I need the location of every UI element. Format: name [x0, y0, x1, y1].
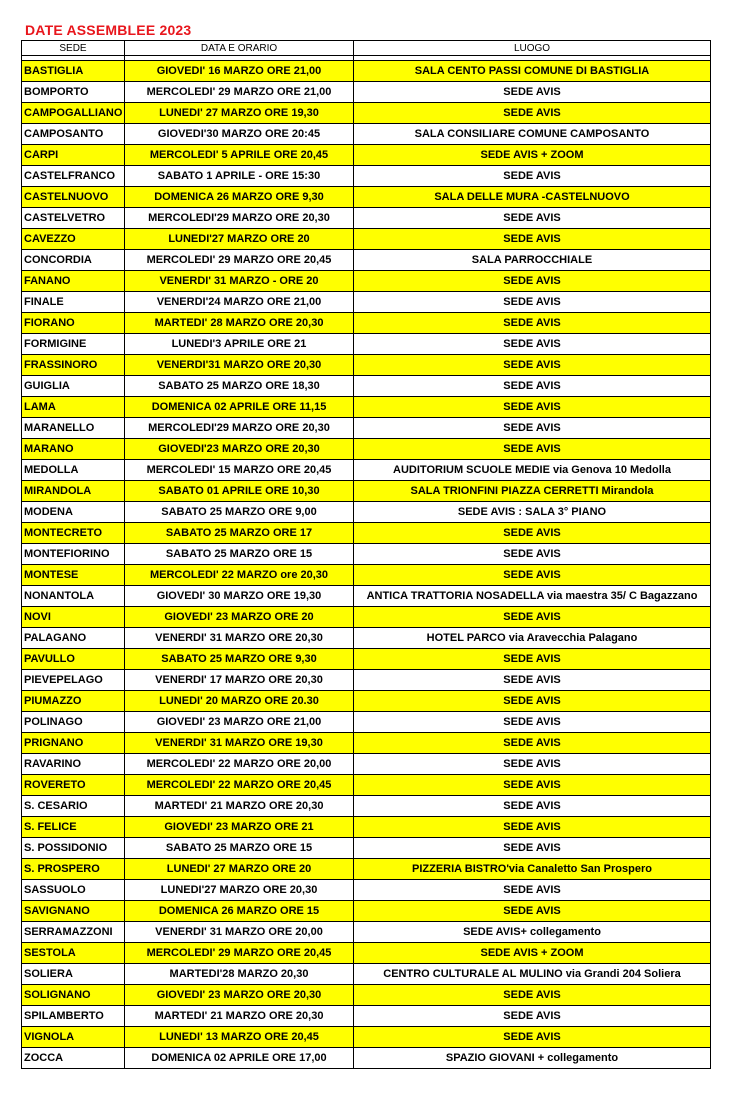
luogo-cell: SEDE AVIS — [354, 523, 711, 544]
data-orario-cell: MARTEDI' 21 MARZO ORE 20,30 — [125, 1006, 354, 1027]
sede-cell: CAMPOGALLIANO — [22, 103, 125, 124]
data-orario-cell: SABATO 25 MARZO ORE 17 — [125, 523, 354, 544]
data-orario-cell: MERCOLEDI' 5 APRILE ORE 20,45 — [125, 145, 354, 166]
data-orario-cell: DOMENICA 02 APRILE ORE 17,00 — [125, 1048, 354, 1069]
luogo-cell: SEDE AVIS — [354, 103, 711, 124]
luogo-cell: SEDE AVIS — [354, 712, 711, 733]
luogo-cell: SEDE AVIS — [354, 166, 711, 187]
luogo-cell: SEDE AVIS — [354, 397, 711, 418]
sede-cell: POLINAGO — [22, 712, 125, 733]
table-row — [22, 1027, 711, 1048]
data-orario-cell: SABATO 25 MARZO ORE 15 — [125, 838, 354, 859]
table-row — [22, 733, 711, 754]
data-orario-cell: VENERDI' 31 MARZO - ORE 20 — [125, 271, 354, 292]
table-row — [22, 292, 711, 313]
luogo-cell: SALA DELLE MURA -CASTELNUOVO — [354, 187, 711, 208]
table-row — [22, 775, 711, 796]
table-row — [22, 544, 711, 565]
table-row — [22, 943, 711, 964]
data-orario-cell: LUNEDI'27 MARZO ORE 20,30 — [125, 880, 354, 901]
data-orario-cell: VENERDI'31 MARZO ORE 20,30 — [125, 355, 354, 376]
luogo-cell: AUDITORIUM SCUOLE MEDIE via Genova 10 Medolla — [354, 460, 711, 481]
assemblies-table — [21, 40, 711, 1069]
data-orario-cell: SABATO 1 APRILE - ORE 15:30 — [125, 166, 354, 187]
luogo-cell: SEDE AVIS — [354, 985, 711, 1006]
sede-cell: SASSUOLO — [22, 880, 125, 901]
data-orario-cell: MARTEDI'28 MARZO 20,30 — [125, 964, 354, 985]
table-row — [22, 586, 711, 607]
luogo-cell: SEDE AVIS — [354, 607, 711, 628]
sede-cell: SOLIERA — [22, 964, 125, 985]
luogo-cell: SEDE AVIS — [354, 670, 711, 691]
data-orario-cell: LUNEDI' 27 MARZO ORE 19,30 — [125, 103, 354, 124]
luogo-cell: PIZZERIA BISTRO'via Canaletto San Prospero — [354, 859, 711, 880]
luogo-cell: SEDE AVIS — [354, 775, 711, 796]
luogo-cell: SEDE AVIS — [354, 880, 711, 901]
luogo-cell: SEDE AVIS — [354, 208, 711, 229]
table-row — [22, 712, 711, 733]
table-row — [22, 964, 711, 985]
data-orario-cell: GIOVEDI' 23 MARZO ORE 21 — [125, 817, 354, 838]
table-row — [22, 376, 711, 397]
data-orario-cell: SABATO 25 MARZO ORE 15 — [125, 544, 354, 565]
sede-cell: ROVERETO — [22, 775, 125, 796]
data-orario-cell: MERCOLEDI' 22 MARZO ORE 20,45 — [125, 775, 354, 796]
luogo-cell: SEDE AVIS+ collegamento — [354, 922, 711, 943]
table-row — [22, 397, 711, 418]
luogo-cell: SEDE AVIS — [354, 418, 711, 439]
luogo-cell: SEDE AVIS — [354, 313, 711, 334]
data-orario-cell: MARTEDI' 28 MARZO ORE 20,30 — [125, 313, 354, 334]
sede-cell: SAVIGNANO — [22, 901, 125, 922]
table-row — [22, 523, 711, 544]
data-orario-cell: GIOVEDI' 23 MARZO ORE 21,00 — [125, 712, 354, 733]
header-luogo: LUOGO — [354, 41, 711, 56]
sede-cell: PAVULLO — [22, 649, 125, 670]
luogo-cell: SEDE AVIS — [354, 544, 711, 565]
sede-cell: PIEVEPELAGO — [22, 670, 125, 691]
data-orario-cell: GIOVEDI'23 MARZO ORE 20,30 — [125, 439, 354, 460]
data-orario-cell: SABATO 25 MARZO ORE 18,30 — [125, 376, 354, 397]
data-orario-cell: VENERDI' 31 MARZO ORE 20,30 — [125, 628, 354, 649]
data-orario-cell: LUNEDI'3 APRILE ORE 21 — [125, 334, 354, 355]
table-row — [22, 229, 711, 250]
sede-cell: SOLIGNANO — [22, 985, 125, 1006]
table-row — [22, 691, 711, 712]
table-row — [22, 796, 711, 817]
sede-cell: PIUMAZZO — [22, 691, 125, 712]
luogo-cell: SALA CENTO PASSI COMUNE DI BASTIGLIA — [354, 61, 711, 82]
header-data-orario: DATA E ORARIO — [125, 41, 354, 56]
sede-cell: CASTELNUOVO — [22, 187, 125, 208]
table-row — [22, 754, 711, 775]
sede-cell: NONANTOLA — [22, 586, 125, 607]
sede-cell: S. FELICE — [22, 817, 125, 838]
data-orario-cell: MERCOLEDI' 15 MARZO ORE 20,45 — [125, 460, 354, 481]
luogo-cell: SEDE AVIS — [354, 754, 711, 775]
data-orario-cell: MERCOLEDI' 29 MARZO ORE 20,45 — [125, 943, 354, 964]
luogo-cell: SEDE AVIS — [354, 334, 711, 355]
data-orario-cell: GIOVEDI' 30 MARZO ORE 19,30 — [125, 586, 354, 607]
sede-cell: MONTEFIORINO — [22, 544, 125, 565]
luogo-cell: SEDE AVIS — [354, 901, 711, 922]
luogo-cell: SEDE AVIS — [354, 355, 711, 376]
table-row — [22, 1006, 711, 1027]
sede-cell: MARANELLO — [22, 418, 125, 439]
data-orario-cell: LUNEDI' 13 MARZO ORE 20,45 — [125, 1027, 354, 1048]
sede-cell: MIRANDOLA — [22, 481, 125, 502]
table-row — [22, 460, 711, 481]
sede-cell: MEDOLLA — [22, 460, 125, 481]
sede-cell: LAMA — [22, 397, 125, 418]
luogo-cell: SEDE AVIS — [354, 691, 711, 712]
sede-cell: FINALE — [22, 292, 125, 313]
data-orario-cell: LUNEDI' 27 MARZO ORE 20 — [125, 859, 354, 880]
table-row — [22, 922, 711, 943]
table-row — [22, 838, 711, 859]
luogo-cell: SEDE AVIS — [354, 796, 711, 817]
sede-cell: GUIGLIA — [22, 376, 125, 397]
luogo-cell: SEDE AVIS — [354, 838, 711, 859]
sede-cell: RAVARINO — [22, 754, 125, 775]
table-row — [22, 670, 711, 691]
table-body — [22, 56, 711, 1069]
table-row — [22, 166, 711, 187]
table-row — [22, 313, 711, 334]
data-orario-cell: LUNEDI'27 MARZO ORE 20 — [125, 229, 354, 250]
table-row — [22, 187, 711, 208]
data-orario-cell: MERCOLEDI'29 MARZO ORE 20,30 — [125, 418, 354, 439]
table-row — [22, 502, 711, 523]
sede-cell: MODENA — [22, 502, 125, 523]
data-orario-cell: VENERDI' 31 MARZO ORE 20,00 — [125, 922, 354, 943]
sede-cell: NOVI — [22, 607, 125, 628]
luogo-cell: SEDE AVIS + ZOOM — [354, 943, 711, 964]
sede-cell: FORMIGINE — [22, 334, 125, 355]
table-row — [22, 985, 711, 1006]
table-row — [22, 103, 711, 124]
header-sede: SEDE — [22, 41, 125, 56]
data-orario-cell: MERCOLEDI' 22 MARZO ORE 20,00 — [125, 754, 354, 775]
sede-cell: ZOCCA — [22, 1048, 125, 1069]
sede-cell: S. PROSPERO — [22, 859, 125, 880]
luogo-cell: SEDE AVIS : SALA 3° PIANO — [354, 502, 711, 523]
luogo-cell: ANTICA TRATTORIA NOSADELLA via maestra 35/ C Bagazzano — [354, 586, 711, 607]
sede-cell: FIORANO — [22, 313, 125, 334]
luogo-cell: SEDE AVIS — [354, 565, 711, 586]
luogo-cell: SEDE AVIS — [354, 1027, 711, 1048]
table-row — [22, 355, 711, 376]
data-orario-cell: SABATO 01 APRILE ORE 10,30 — [125, 481, 354, 502]
luogo-cell: SEDE AVIS — [354, 271, 711, 292]
data-orario-cell: GIOVEDI' 23 MARZO ORE 20,30 — [125, 985, 354, 1006]
data-orario-cell: GIOVEDI' 16 MARZO ORE 21,00 — [125, 61, 354, 82]
table-row — [22, 145, 711, 166]
data-orario-cell: SABATO 25 MARZO ORE 9,00 — [125, 502, 354, 523]
luogo-cell: SEDE AVIS + ZOOM — [354, 145, 711, 166]
data-orario-cell: MERCOLEDI' 22 MARZO ore 20,30 — [125, 565, 354, 586]
table-row — [22, 271, 711, 292]
data-orario-cell: VENERDI'24 MARZO ORE 21,00 — [125, 292, 354, 313]
table-row — [22, 334, 711, 355]
data-orario-cell: DOMENICA 02 APRILE ORE 11,15 — [125, 397, 354, 418]
table-row — [22, 607, 711, 628]
sede-cell: CAMPOSANTO — [22, 124, 125, 145]
luogo-cell: SEDE AVIS — [354, 1006, 711, 1027]
data-orario-cell: LUNEDI' 20 MARZO ORE 20.30 — [125, 691, 354, 712]
luogo-cell: SEDE AVIS — [354, 817, 711, 838]
luogo-cell: SEDE AVIS — [354, 376, 711, 397]
table-row — [22, 859, 711, 880]
table-row — [22, 628, 711, 649]
sede-cell: FANANO — [22, 271, 125, 292]
luogo-cell: SEDE AVIS — [354, 439, 711, 460]
table-row — [22, 901, 711, 922]
data-orario-cell: MERCOLEDI'29 MARZO ORE 20,30 — [125, 208, 354, 229]
table-row — [22, 82, 711, 103]
sede-cell: VIGNOLA — [22, 1027, 125, 1048]
luogo-cell: SALA TRIONFINI PIAZZA CERRETTI Mirandola — [354, 481, 711, 502]
sede-cell: CASTELVETRO — [22, 208, 125, 229]
sede-cell: BASTIGLIA — [22, 61, 125, 82]
table-row — [22, 439, 711, 460]
document-title: DATE ASSEMBLEE 2023 — [25, 22, 192, 38]
sede-cell: S. CESARIO — [22, 796, 125, 817]
data-orario-cell: MERCOLEDI' 29 MARZO ORE 20,45 — [125, 250, 354, 271]
sede-cell: MONTESE — [22, 565, 125, 586]
luogo-cell: SEDE AVIS — [354, 82, 711, 103]
table-row — [22, 61, 711, 82]
sede-cell: FRASSINORO — [22, 355, 125, 376]
luogo-cell: SEDE AVIS — [354, 292, 711, 313]
data-orario-cell: VENERDI' 17 MARZO ORE 20,30 — [125, 670, 354, 691]
data-orario-cell: MERCOLEDI' 29 MARZO ORE 21,00 — [125, 82, 354, 103]
data-orario-cell: VENERDI' 31 MARZO ORE 19,30 — [125, 733, 354, 754]
sede-cell: MARANO — [22, 439, 125, 460]
sede-cell: SESTOLA — [22, 943, 125, 964]
luogo-cell: SEDE AVIS — [354, 649, 711, 670]
luogo-cell: SEDE AVIS — [354, 229, 711, 250]
table-row — [22, 649, 711, 670]
sede-cell: PALAGANO — [22, 628, 125, 649]
sede-cell: SERRAMAZZONI — [22, 922, 125, 943]
data-orario-cell: MARTEDI' 21 MARZO ORE 20,30 — [125, 796, 354, 817]
sede-cell: CAVEZZO — [22, 229, 125, 250]
table-row — [22, 880, 711, 901]
data-orario-cell: GIOVEDI' 23 MARZO ORE 20 — [125, 607, 354, 628]
table-row — [22, 565, 711, 586]
luogo-cell: SEDE AVIS — [354, 733, 711, 754]
table-row — [22, 1048, 711, 1069]
data-orario-cell: SABATO 25 MARZO ORE 9,30 — [125, 649, 354, 670]
sede-cell: CARPI — [22, 145, 125, 166]
luogo-cell: CENTRO CULTURALE AL MULINO via Grandi 204 Soliera — [354, 964, 711, 985]
table-row — [22, 418, 711, 439]
luogo-cell: SPAZIO GIOVANI + collegamento — [354, 1048, 711, 1069]
sede-cell: CONCORDIA — [22, 250, 125, 271]
table-row — [22, 817, 711, 838]
luogo-cell: HOTEL PARCO via Aravecchia Palagano — [354, 628, 711, 649]
sede-cell: SPILAMBERTO — [22, 1006, 125, 1027]
table-row — [22, 208, 711, 229]
sede-cell: MONTECRETO — [22, 523, 125, 544]
table-header-row — [22, 41, 711, 56]
data-orario-cell: DOMENICA 26 MARZO ORE 9,30 — [125, 187, 354, 208]
table-row — [22, 124, 711, 145]
table-row — [22, 250, 711, 271]
luogo-cell: SALA PARROCCHIALE — [354, 250, 711, 271]
luogo-cell: SALA CONSILIARE COMUNE CAMPOSANTO — [354, 124, 711, 145]
data-orario-cell: GIOVEDI'30 MARZO ORE 20:45 — [125, 124, 354, 145]
sede-cell: S. POSSIDONIO — [22, 838, 125, 859]
data-orario-cell: DOMENICA 26 MARZO ORE 15 — [125, 901, 354, 922]
sede-cell: CASTELFRANCO — [22, 166, 125, 187]
sede-cell: BOMPORTO — [22, 82, 125, 103]
table-row — [22, 481, 711, 502]
sede-cell: PRIGNANO — [22, 733, 125, 754]
